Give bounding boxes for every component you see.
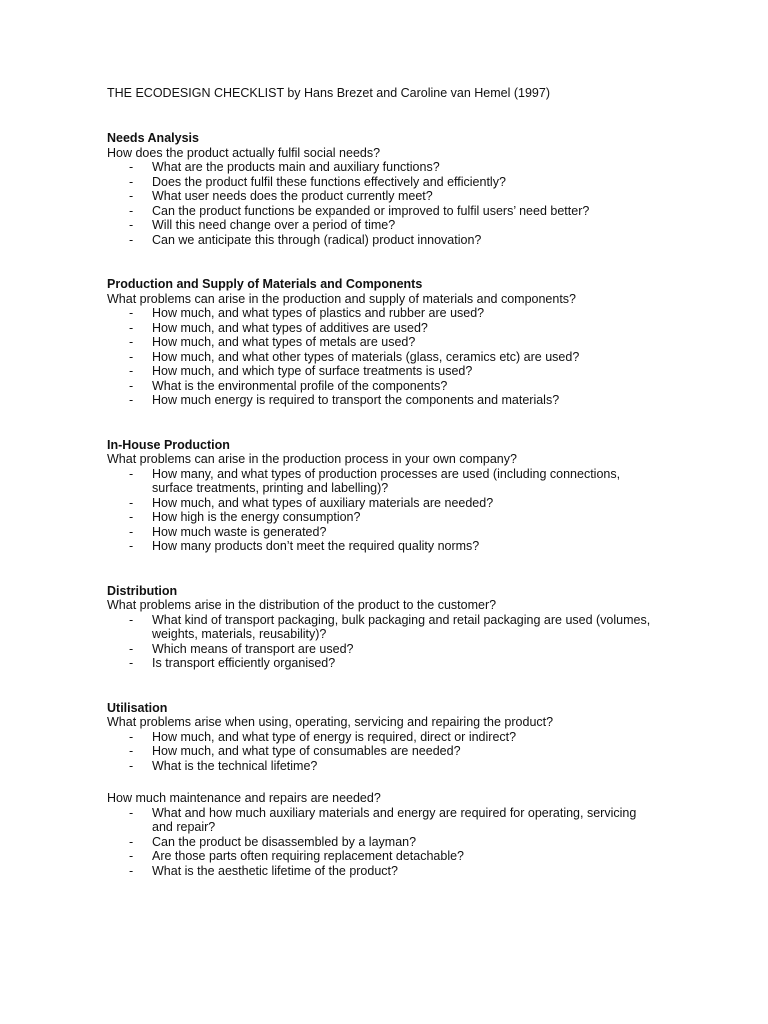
list-item [107,849,708,864]
section [107,701,708,774]
list-item [107,204,708,219]
bullet-dash: - [129,510,134,524]
list-item [107,613,708,642]
checklist [107,730,708,774]
list-item [107,364,708,379]
sections-container [107,131,708,878]
bullet-dash: - [129,539,134,553]
list-item [107,393,708,408]
list-item [107,510,708,525]
list-item-text: Which means of transport are used? [152,641,354,656]
section-question: What problems arise in the distribution of the product to the customer? [107,598,497,612]
list-item [107,864,708,879]
list-item [107,744,708,759]
list-item-text: surface treatments, printing and labelling)? [152,481,389,495]
list-item [107,160,708,175]
bullet-dash: - [129,320,134,335]
list-item-text: How much, and what types of plastics and rubber are used? [152,306,485,320]
bullet-dash: - [129,466,134,481]
bullet-dash: - [129,393,134,407]
bullet-dash: - [129,378,134,393]
section-subblock [107,791,708,878]
bullet-dash: - [129,335,134,349]
list-item [107,835,708,850]
section [107,438,708,554]
list-item [107,189,708,204]
bullet-dash: - [129,203,134,218]
list-item-text: How many products don’t meet the required quality norms? [152,539,480,553]
bullet-dash: - [129,656,134,670]
list-item-text: How much, and what types of metals are used? [152,335,416,349]
list-item [107,806,708,835]
bullet-dash: - [129,744,134,758]
list-item-text: How much, and what type of consumables are needed? [152,744,461,758]
list-item-text: What and how much auxiliary materials and energy are required for operating, servicing [152,805,637,820]
bullet-dash: - [129,758,134,773]
bullet-dash: - [129,834,134,849]
list-item [107,306,708,321]
bullet-dash: - [129,232,134,247]
list-item-text: Is transport efficiently organised? [152,656,336,670]
checklist [107,467,708,554]
section-question: How much maintenance and repairs are needed? [107,791,381,805]
list-item-text: How much, and what type of energy is required, direct or indirect? [152,729,517,744]
bullet-dash: - [129,189,134,203]
list-item [107,233,708,248]
checklist [107,613,708,671]
list-item-text: Does the product fulfil these functions effectively and efficiently? [152,174,506,189]
bullet-dash: - [129,805,134,820]
list-item [107,335,708,350]
list-item-text: Can we anticipate this through (radical) product innovation? [152,232,482,247]
bullet-dash: - [129,218,134,232]
list-item-text: Will this need change over a period of time? [152,218,396,232]
list-item-text: weights, materials, reusability)? [152,627,327,641]
section-question: What problems can arise in the production process in your own company? [107,452,517,466]
list-item-text: What user needs does the product currently meet? [152,189,433,203]
bullet-dash: - [129,641,134,656]
bullet-dash: - [129,524,134,539]
section-heading: Utilisation [107,700,168,715]
bullet-dash: - [129,612,134,627]
list-item-text: How much, and what types of auxiliary materials are needed? [152,495,494,510]
list-item-text: How much energy is required to transport the components and materials? [152,393,560,407]
section [107,131,708,247]
list-item-text: How many, and what types of production processes are used (including connections, [152,466,621,481]
checklist [107,160,708,247]
list-item-text: How much, and what other types of materials (glass, ceramics etc) are used? [152,349,580,364]
list-item [107,350,708,365]
list-item [107,467,708,496]
checklist [107,806,708,879]
list-item [107,642,708,657]
list-item-text: How much waste is generated? [152,524,327,539]
bullet-dash: - [129,364,134,378]
bullet-dash: - [129,174,134,189]
list-item-text: Can the product functions be expanded or improved to fulfil users’ need better? [152,203,590,218]
section-question: What problems can arise in the production and supply of materials and components? [107,291,577,306]
list-item [107,175,708,190]
section-heading: Distribution [107,583,178,598]
bullet-dash: - [129,349,134,364]
list-item-text: How much, and what types of additives are used? [152,320,428,335]
checklist [107,306,708,408]
section [107,277,708,408]
section-question: What problems arise when using, operating, servicing and repairing the product? [107,715,554,729]
bullet-dash: - [129,729,134,744]
section-heading: Needs Analysis [107,131,199,145]
list-item [107,218,708,233]
list-item [107,759,708,774]
list-item-text: What kind of transport packaging, bulk packaging and retail packaging are used (volumes, [152,612,651,627]
document-title: THE ECODESIGN CHECKLIST by Hans Brezet and Caroline van Hemel (1997) [107,86,550,100]
list-item-text: How high is the energy consumption? [152,510,361,524]
section [107,584,708,671]
bullet-dash: - [129,160,134,174]
list-item [107,496,708,511]
list-item [107,539,708,554]
bullet-dash: - [129,306,134,320]
list-item [107,525,708,540]
bullet-dash: - [129,849,134,863]
section-heading: Production and Supply of Materials and Components [107,277,423,291]
list-item [107,379,708,394]
list-item-text: How much, and which type of surface treatments is used? [152,364,473,378]
section-heading: In-House Production [107,437,230,452]
bullet-dash: - [129,863,134,878]
list-item-text: What is the technical lifetime? [152,758,318,773]
list-item-text: What is the aesthetic lifetime of the product? [152,863,398,878]
list-item-text: What is the environmental profile of the components? [152,378,448,393]
list-item-text: What are the products main and auxiliary functions? [152,160,440,174]
list-item-text: Are those parts often requiring replacement detachable? [152,849,464,863]
list-item-text: Can the product be disassembled by a layman? [152,834,417,849]
bullet-dash: - [129,495,134,510]
list-item-text: and repair? [152,820,216,834]
list-item [107,656,708,671]
list-item [107,321,708,336]
section-question: How does the product actually fulfil social needs? [107,145,381,160]
list-item [107,730,708,745]
